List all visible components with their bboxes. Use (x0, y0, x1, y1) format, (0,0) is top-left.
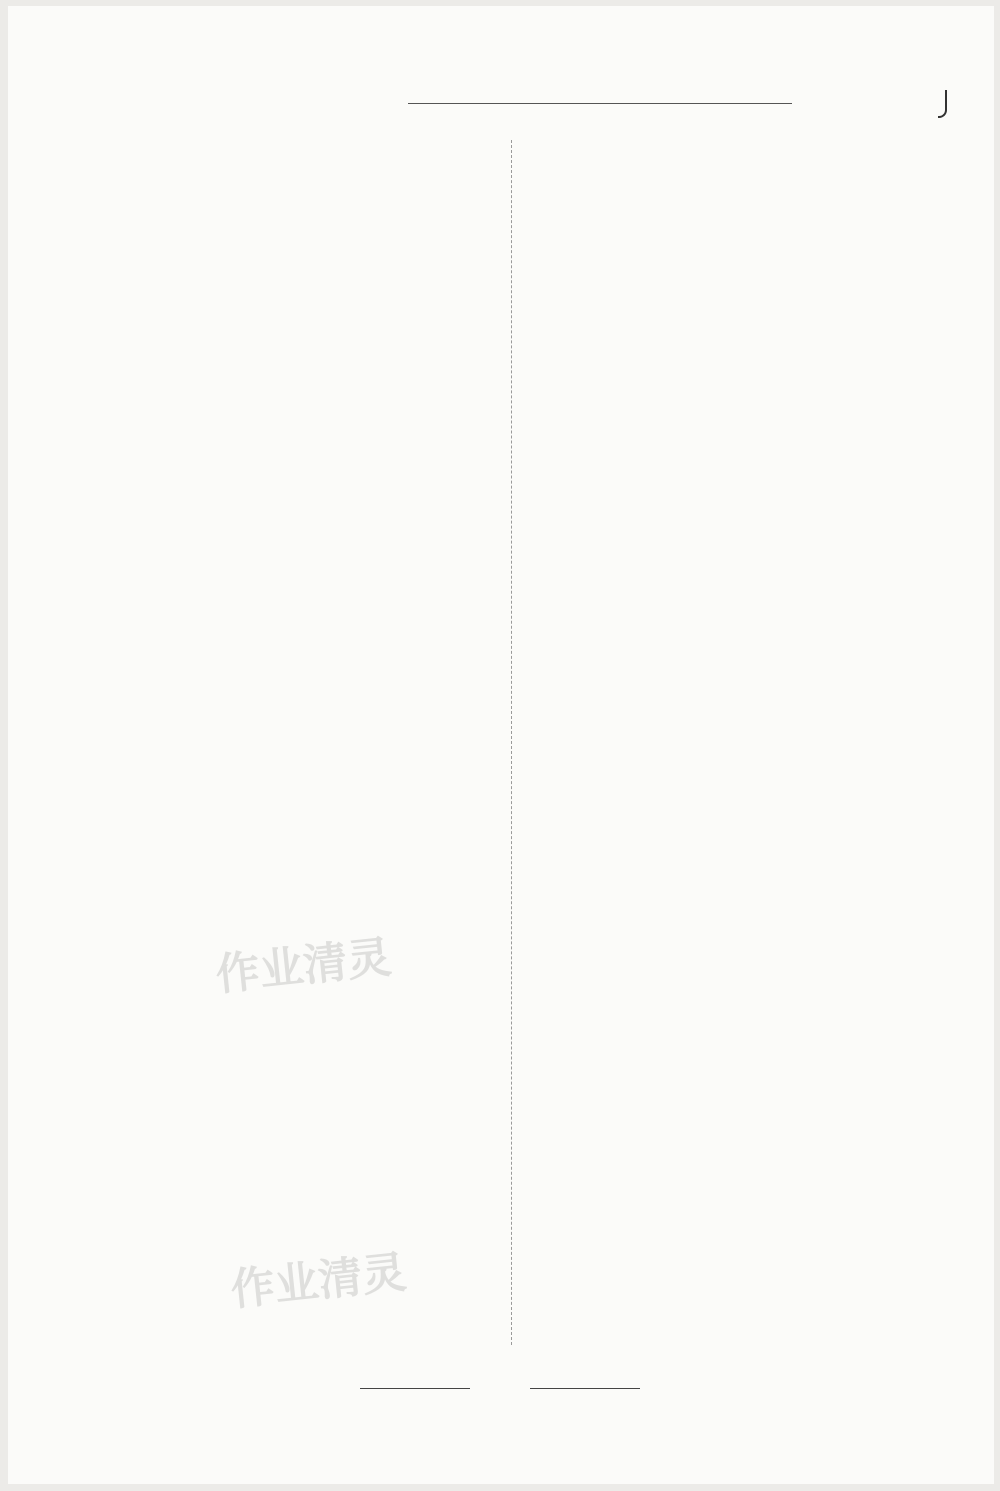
column-divider (511, 140, 512, 1345)
watermark-stamp: 作业清灵 (213, 931, 394, 1002)
header-bracket (938, 90, 947, 118)
page-number-rule (530, 1388, 640, 1389)
page (8, 6, 994, 1484)
page-number-rule (360, 1388, 470, 1389)
header-rule (408, 103, 792, 104)
watermark-stamp: 作业清灵 (228, 1246, 409, 1317)
